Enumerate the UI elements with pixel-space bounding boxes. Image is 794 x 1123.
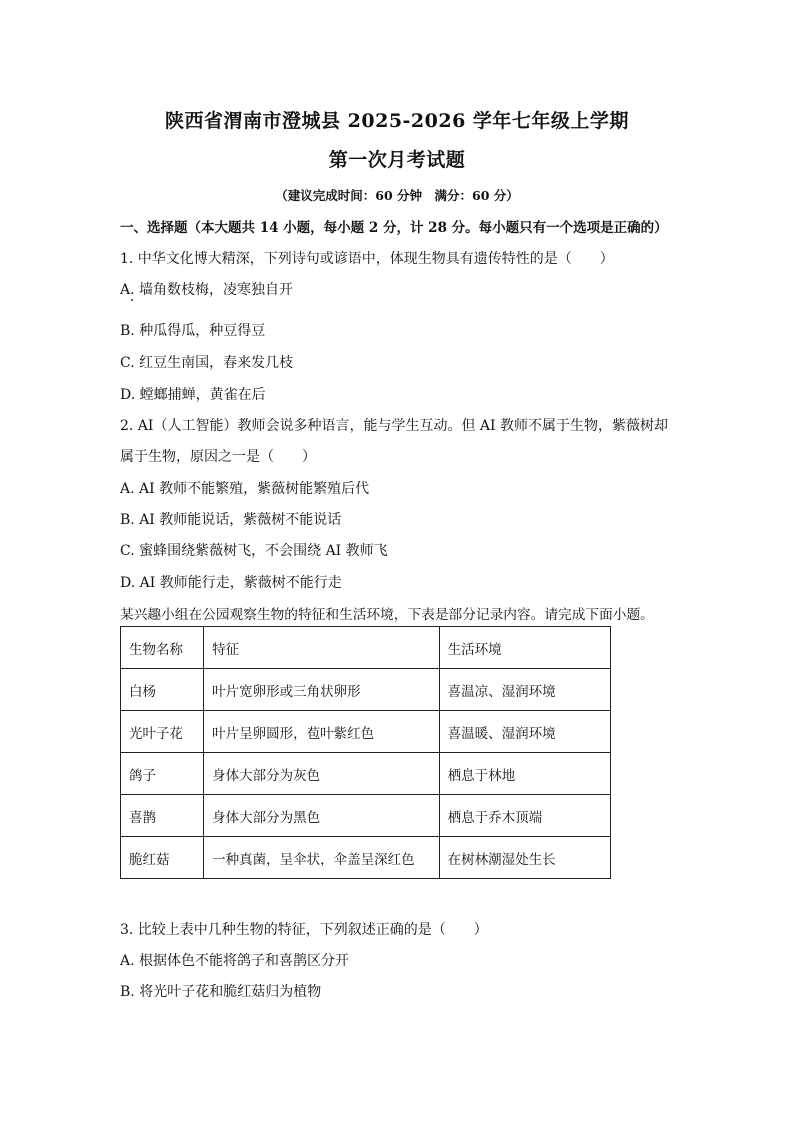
observation-table bbox=[120, 626, 611, 879]
table-cell: 喜鹊 bbox=[121, 795, 204, 837]
table-cell: 栖息于乔木顶端 bbox=[439, 795, 610, 837]
question-2-option-d: D. AI 教师能行走，紫薇树不能行走 bbox=[120, 575, 342, 591]
table-cell: 一种真菌，呈伞状，伞盖呈深红色 bbox=[204, 837, 439, 879]
table-header-cell: 生活环境 bbox=[439, 627, 610, 669]
table-cell: 光叶子花 bbox=[121, 711, 204, 753]
section-heading: 一、选择题（本大题共 14 小题，每小题 2 分，计 28 分。每小题只有一个选项是正确的） bbox=[120, 220, 668, 236]
table-row bbox=[121, 795, 611, 837]
table-row bbox=[121, 837, 611, 879]
table-row bbox=[121, 711, 611, 753]
table-cell: 在树林潮湿处生长 bbox=[439, 837, 610, 879]
table-cell: 白杨 bbox=[121, 669, 204, 711]
table-row bbox=[121, 669, 611, 711]
table-row bbox=[121, 753, 611, 795]
question-1-option-c: C. 红豆生南国，春来发几枝 bbox=[120, 355, 294, 371]
question-1-stem: 1. 中华文化博大精深，下列诗句或谚语中，体现生物具有遗传特性的是（ ） bbox=[120, 251, 614, 267]
table-cell: 身体大部分为黑色 bbox=[204, 795, 439, 837]
table-cell: 喜温暖、湿润环境 bbox=[439, 711, 610, 753]
table-header-row bbox=[121, 627, 611, 669]
table-cell: 栖息于林地 bbox=[439, 753, 610, 795]
exam-title: 陕西省渭南市澄城县 2025-2026 学年七年级上学期 bbox=[165, 110, 629, 132]
question-1-option-b: B. 种瓜得瓜，种豆得豆 bbox=[120, 323, 266, 339]
table-cell: 身体大部分为灰色 bbox=[204, 753, 439, 795]
table-header-cell: 特征 bbox=[204, 627, 439, 669]
table-cell: 喜温凉、湿润环境 bbox=[439, 669, 610, 711]
table-cell: 叶片呈卵圆形，苞叶紫红色 bbox=[204, 711, 439, 753]
question-2-option-a: A. AI 教师不能繁殖，紫薇树能繁殖后代 bbox=[120, 481, 370, 497]
table-header-cell: 生物名称 bbox=[121, 627, 204, 669]
table-cell: 叶片宽卵形或三角状卵形 bbox=[204, 669, 439, 711]
table-intro: 某兴趣小组在公园观察生物的特征和生活环境，下表是部分记录内容。请完成下面小题。 bbox=[120, 607, 654, 623]
stray-dot bbox=[131, 299, 133, 301]
question-3-option-a: A. 根据体色不能将鸽子和喜鹊区分开 bbox=[120, 953, 350, 969]
question-1-option-a: A. 墙角数枝梅，凌寒独自开 bbox=[120, 282, 294, 298]
question-1-option-d: D. 螳螂捕蝉，黄雀在后 bbox=[120, 387, 266, 403]
question-2-option-b: B. AI 教师能说话，紫薇树不能说话 bbox=[120, 512, 342, 528]
question-3-stem: 3. 比较上表中几种生物的特征，下列叙述正确的是（ ） bbox=[120, 922, 488, 938]
question-3-option-b: B. 将光叶子花和脆红菇归为植物 bbox=[120, 984, 322, 1000]
question-2-stem-line1: 2. AI（人工智能）教师会说多种语言，能与学生互动。但 AI 教师不属于生物，紫薇树却 bbox=[120, 418, 668, 434]
exam-time-note: （建议完成时间：60 分钟 满分：60 分） bbox=[275, 188, 519, 203]
table-cell: 鸽子 bbox=[121, 753, 204, 795]
table-cell: 脆红菇 bbox=[121, 837, 204, 879]
exam-subtitle: 第一次月考试题 bbox=[328, 149, 466, 171]
question-2-stem-line2: 属于生物，原因之一是（ ） bbox=[120, 449, 316, 465]
question-2-option-c: C. 蜜蜂围绕紫薇树飞，不会围绕 AI 教师飞 bbox=[120, 543, 388, 559]
